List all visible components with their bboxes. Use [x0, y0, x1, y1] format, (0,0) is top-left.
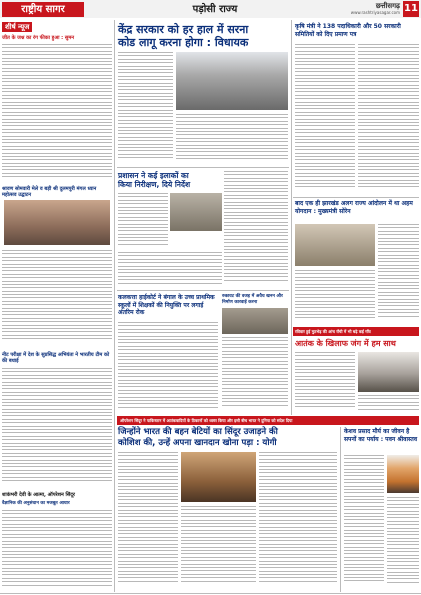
section-rule — [117, 290, 289, 291]
story-headline: रुकावट की वजह में अवैध खनन और निर्माण कारवाई करना — [222, 294, 283, 305]
lead-body — [176, 114, 288, 164]
story-body — [378, 224, 419, 324]
section-tag: शीर्ष न्यूज — [2, 22, 32, 32]
banner-headline — [118, 427, 338, 449]
lead-body — [118, 52, 173, 162]
story-headline: कलकत्ता हाईकोर्ट ने बंगाल के उच्च प्राथमिक स्कूलों में शिक्षकों की नियुक्ति पर लगाई अंतरिम रोक — [118, 294, 215, 316]
brief-headline: श्रावण सोमवारी मेले व बड़ी श्री दुलमपुरी मंगल ध्यान महोत्सव उद्घाटन — [2, 186, 97, 198]
lead-headline-line1: केंद्र सरकार को हर हाल में सरना — [118, 23, 249, 36]
brief-headline: जीत के जश्न का रंग फीका हुआ : सुमन — [2, 35, 75, 41]
page-bottom-rule — [0, 593, 421, 594]
section-title: पड़ोसी राज्य — [192, 4, 238, 15]
story-headline: आतंक के खिलाफ जंग में हम साथ — [295, 339, 396, 348]
paper-masthead: राष्ट्रीय सागर — [2, 2, 84, 17]
banner-kicker: ऑपरेशन सिंदूर ने पाकिस्तान में आतंकवादियों के ठिकानों को ध्वस्त किया और इसी बीच भारत ने दुनिया को संदेश दिया — [120, 418, 293, 423]
brief-headline: नीट परीक्षा में देश के सुप्रसिद्ध अभियंता ने भारतीय टीम को की बधाई — [2, 352, 110, 364]
story-headline: कृषि मंत्री ने 138 पदाधिकारी और 50 सरकारी समितियों को दिए प्रमाण पत्र — [295, 23, 401, 38]
edition-city: छत्तीसगढ़ — [375, 2, 400, 10]
banner-headline-line1: जिन्होंने भारत की बहन बेटियों का सिंदूर उजाड़ने की — [118, 427, 278, 437]
story-body — [358, 44, 419, 194]
banner-photo — [181, 452, 256, 502]
story-headline-line2: किया निरीक्षण, दिये निर्देश — [118, 180, 191, 189]
lead-photo — [176, 52, 288, 110]
story-body — [295, 44, 355, 194]
banner-kicker-strip — [117, 416, 419, 425]
story-body — [344, 455, 384, 590]
story-headline — [118, 171, 218, 189]
story-body — [118, 322, 218, 412]
column-rule — [291, 20, 292, 415]
banner-body — [181, 506, 256, 590]
story-body — [118, 193, 168, 249]
story-body — [295, 270, 375, 324]
story-headline-line1: प्रशासन ने कई इलाकों का — [118, 171, 189, 180]
story-body — [387, 497, 419, 590]
lead-headline — [118, 23, 288, 49]
lead-headline-line2: कोड लागू करना होगा : विधायक — [118, 36, 249, 49]
story-kicker-strip — [293, 327, 419, 336]
story-headline: बाद एक ही झारखंड अलग राज्य आंदोलन में था अहम योगदान : मुख्यमंत्री सोरेन — [295, 200, 413, 215]
story-photo — [170, 193, 222, 231]
story-body — [118, 252, 222, 287]
story-body — [224, 171, 288, 287]
banner-headline-line2: कोशिश की, उन्हें अपना खानदान खोना पड़ा : योगी — [118, 438, 277, 448]
brief-body — [2, 368, 112, 486]
page-number: 11 — [403, 1, 419, 17]
banner-body — [259, 452, 337, 590]
section-rule — [117, 167, 289, 168]
portrait-photo — [387, 455, 419, 493]
story-kicker: रविवार हुई मुठभेड़ की आंच राँची में भी बढ़े कई गाँव — [295, 329, 371, 334]
story-photo — [222, 308, 288, 334]
story-body — [222, 337, 288, 412]
banner-body — [118, 452, 178, 590]
brief-body — [2, 44, 112, 184]
news-photo — [4, 200, 110, 245]
section-rule — [293, 197, 419, 198]
story-body — [295, 352, 355, 412]
website-line: www.rashtriyasagar.com — [350, 10, 400, 15]
brief-headline: शाकंभरी देवी के आत्मा, ऑपरेशन सिंदूर — [2, 492, 75, 498]
brief-subheadline: वैज्ञानिक की अनुसंधान का मजबूत आधार — [2, 501, 70, 506]
column-rule — [114, 20, 115, 592]
brief-body — [2, 250, 112, 345]
story-headline: केशव प्रसाद मौर्य का जीवन है सपनों का पर्याय : पवन श्रीवास्तव — [344, 428, 418, 443]
story-body — [358, 395, 419, 413]
brief-body — [2, 510, 112, 590]
story-photo — [295, 224, 375, 266]
column-rule — [340, 427, 341, 592]
story-photo — [358, 352, 419, 392]
